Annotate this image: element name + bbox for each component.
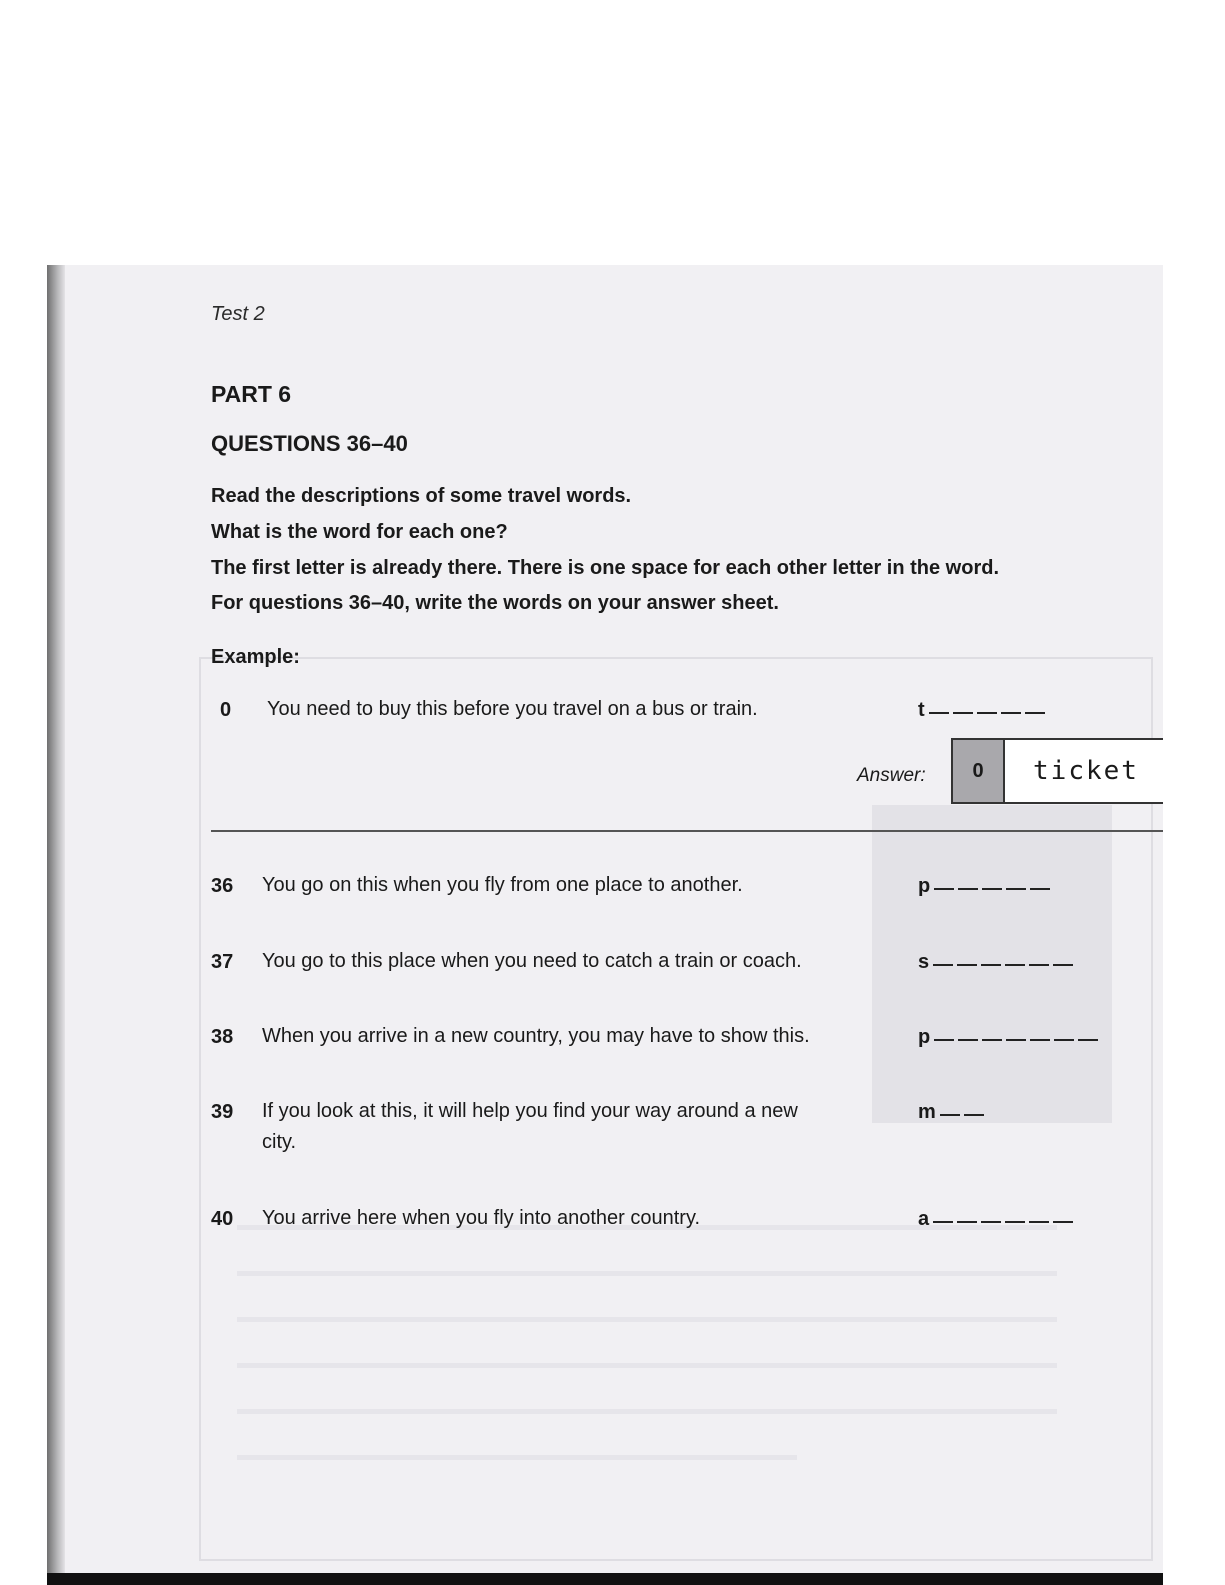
answer-number: 0 xyxy=(953,740,1005,802)
section-divider xyxy=(211,830,1163,832)
word-hint xyxy=(918,951,1073,974)
word-hint xyxy=(918,875,1050,898)
letter-blank xyxy=(977,712,997,714)
answer-label: Answer: xyxy=(857,765,926,786)
first-letter: p xyxy=(918,1026,931,1048)
letter-blank xyxy=(981,964,1001,966)
answer-box xyxy=(951,738,1163,804)
page-header: Test 2 xyxy=(211,303,265,325)
showthrough-line xyxy=(237,1317,1057,1322)
instruction-line: The first letter is already there. There is one space for each other letter in the word. xyxy=(211,557,1000,579)
letter-blank xyxy=(1053,1221,1073,1223)
letter-blank xyxy=(982,888,1002,890)
question-text: You go to this place when you need to catch a train or coach. xyxy=(262,950,802,972)
word-hint xyxy=(918,1026,1098,1049)
letter-blank xyxy=(1005,1221,1025,1223)
question-number: 40 xyxy=(211,1208,234,1230)
letter-blank xyxy=(1030,888,1050,890)
question-text: You arrive here when you fly into another country. xyxy=(262,1207,701,1229)
question-text: You go on this when you fly from one place to another. xyxy=(262,874,743,896)
letter-blank xyxy=(958,888,978,890)
answer-word: ticket xyxy=(1033,756,1139,786)
letter-blank xyxy=(934,888,954,890)
instruction-line: For questions 36–40, write the words on your answer sheet. xyxy=(211,592,779,614)
showthrough-line xyxy=(237,1409,1057,1414)
letter-blank xyxy=(940,1114,960,1116)
example-label: Example: xyxy=(211,646,300,668)
word-hint xyxy=(918,1208,1073,1231)
letter-blank xyxy=(1025,712,1045,714)
book-page xyxy=(47,265,1163,1585)
letter-blank xyxy=(1078,1039,1098,1041)
showthrough-line xyxy=(237,1271,1057,1276)
showthrough-line xyxy=(237,1455,797,1460)
letter-blank xyxy=(1053,964,1073,966)
letter-blank xyxy=(957,1221,977,1223)
first-letter: s xyxy=(918,951,930,973)
question-text: When you arrive in a new country, you may have to show this. xyxy=(262,1025,810,1047)
question-number: 38 xyxy=(211,1026,234,1048)
letter-blank xyxy=(1001,712,1021,714)
letter-blank xyxy=(982,1039,1002,1041)
page-spine-shadow xyxy=(47,265,65,1585)
question-text: If you look at this, it will help you find your way around a new city. xyxy=(262,1100,798,1153)
example-text: You need to buy this before you travel on a bus or train. xyxy=(267,698,758,720)
part-title: PART 6 xyxy=(211,381,292,407)
questions-range: QUESTIONS 36–40 xyxy=(211,431,408,456)
instruction-line: Read the descriptions of some travel words. xyxy=(211,485,632,507)
question-number: 36 xyxy=(211,875,234,897)
first-letter: a xyxy=(918,1208,930,1230)
letter-blank xyxy=(1006,1039,1026,1041)
letter-blank xyxy=(929,712,949,714)
letter-blank xyxy=(1029,1221,1049,1223)
letter-blank xyxy=(933,1221,953,1223)
first-letter: t xyxy=(918,699,925,721)
example-word-hint xyxy=(918,699,1045,722)
first-letter: p xyxy=(918,875,931,897)
scan-bottom-edge xyxy=(47,1573,1163,1585)
word-hint xyxy=(918,1101,984,1124)
letter-blank xyxy=(981,1221,1001,1223)
letter-blank xyxy=(934,1039,954,1041)
question-number: 37 xyxy=(211,951,234,973)
letter-blank xyxy=(958,1039,978,1041)
instruction-line: What is the word for each one? xyxy=(211,521,508,543)
first-letter: m xyxy=(918,1101,936,1123)
letter-blank xyxy=(1006,888,1026,890)
letter-blank xyxy=(1030,1039,1050,1041)
letter-blank xyxy=(964,1114,984,1116)
letter-blank xyxy=(953,712,973,714)
letter-blank xyxy=(1054,1039,1074,1041)
showthrough-line xyxy=(237,1363,1057,1368)
letter-blank xyxy=(957,964,977,966)
letter-blank xyxy=(1005,964,1025,966)
letter-blank xyxy=(933,964,953,966)
example-number: 0 xyxy=(220,699,232,721)
letter-blank xyxy=(1029,964,1049,966)
question-number: 39 xyxy=(211,1101,234,1123)
